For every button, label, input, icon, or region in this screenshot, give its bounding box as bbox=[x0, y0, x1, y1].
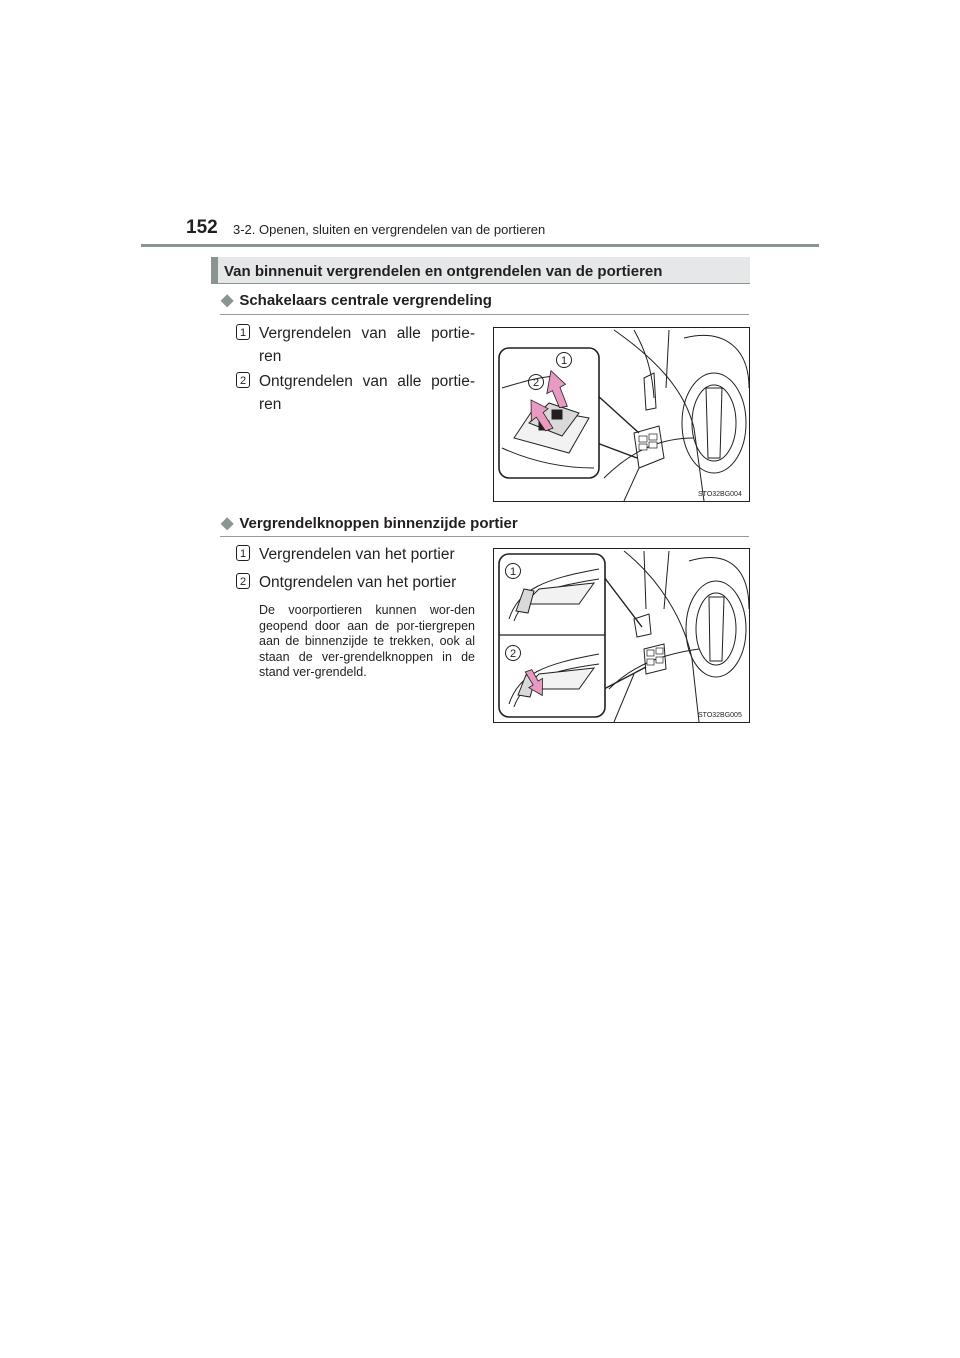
item-text: Vergrendelen van het portier bbox=[259, 546, 455, 563]
header-rule bbox=[141, 244, 819, 247]
item-text: Ontgrendelen van het portier bbox=[259, 574, 457, 591]
callout-badge: 2 bbox=[528, 374, 544, 390]
inside-knob-drawing bbox=[494, 549, 749, 722]
subsection-inside-knobs bbox=[221, 513, 518, 533]
item-number-badge: 1 bbox=[236, 545, 250, 561]
illustration-inside-lock-knob bbox=[493, 548, 750, 723]
callout-badge: 1 bbox=[556, 352, 572, 368]
item-number-badge: 2 bbox=[236, 573, 250, 589]
callout-badge: 2 bbox=[505, 645, 521, 661]
chapter-title: 3-2. Openen, sluiten en vergrendelen van de portieren bbox=[233, 222, 546, 237]
diamond-icon: ◆ bbox=[221, 515, 234, 532]
illustration-central-lock-switch bbox=[493, 327, 750, 502]
subsection-rule bbox=[220, 536, 749, 537]
item-text: Vergrendelen van alle portie-ren bbox=[259, 325, 475, 365]
diamond-icon: ◆ bbox=[221, 292, 234, 309]
subsection-rule bbox=[220, 314, 749, 315]
callout-badge: 1 bbox=[505, 563, 521, 579]
central-lock-drawing bbox=[494, 328, 749, 501]
item-number-badge: 1 bbox=[236, 324, 250, 340]
image-code: STO32BG005 bbox=[698, 712, 742, 719]
image-code: STO32BG004 bbox=[698, 491, 742, 498]
subsection-title: Vergrendelknoppen binnenzijde portier bbox=[239, 515, 518, 532]
subsection-central-lock bbox=[221, 290, 492, 310]
item-number-badge: 2 bbox=[236, 372, 250, 388]
item-text: Ontgrendelen van alle portie-ren bbox=[259, 373, 475, 413]
page-number: 152 bbox=[186, 217, 218, 238]
subsection-title: Schakelaars centrale vergrendeling bbox=[239, 292, 492, 309]
section-title: Van binnenuit vergrendelen en ontgrendelen van de portieren bbox=[224, 263, 663, 280]
note-text: De voorportieren kunnen wor-den geopend door aan de por-tiergrepen aan de binnenzijde te trekken, ook al staan de ver-grendelknoppen in de stand ver-grendeld. bbox=[259, 603, 475, 679]
